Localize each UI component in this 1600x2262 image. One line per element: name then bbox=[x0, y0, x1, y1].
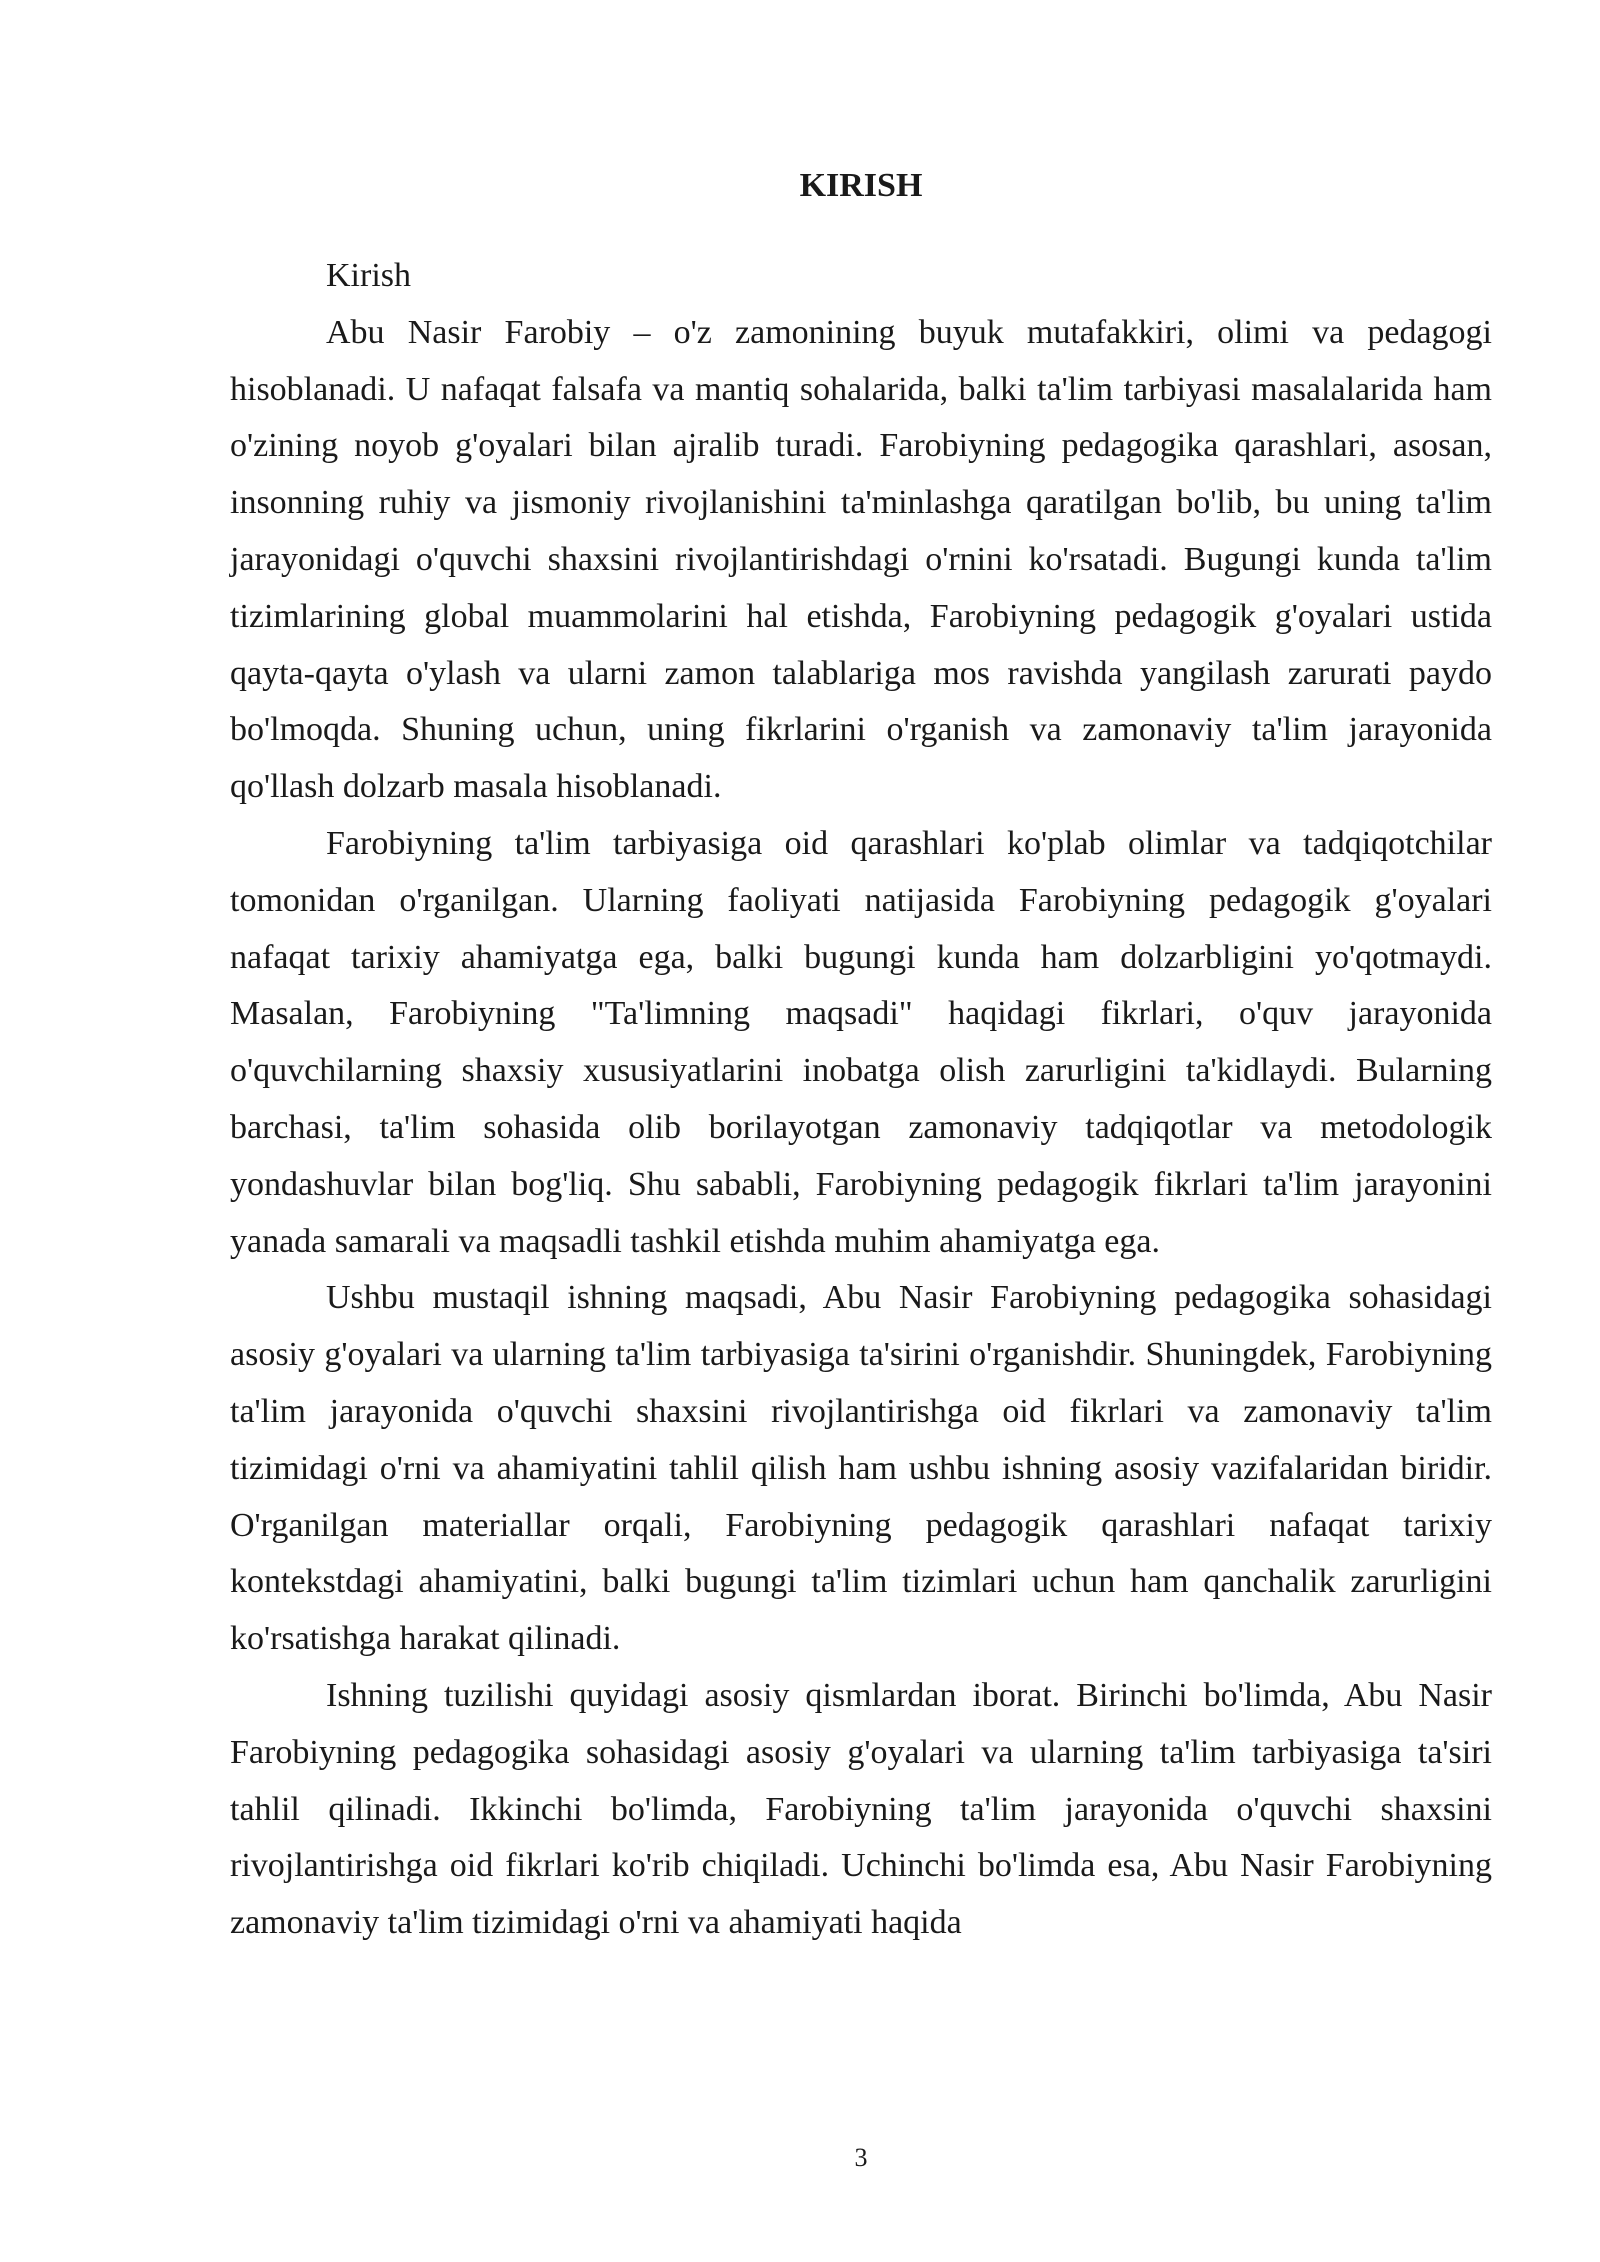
document-body bbox=[230, 248, 1492, 1952]
subheading-paragraph: Kirish bbox=[326, 257, 411, 294]
body-paragraph: Ushbu mustaqil ishning maqsadi, Abu Nasir Farobiyning pedagogika sohasidagi asosiy g'oyalari va ularning ta'lim tarbiyasiga ta'sirini o'rganishdir. Shuningdek, Farobiyning ta'lim jarayonida o'quvchi shaxsini rivojlantirishga oid fikrlari va zamonaviy ta'lim tizimidagi o'rni va ahamiyatini tahlil qilish ham ushbu ishning asosiy vazifalaridan biridir. O'rganilgan materiallar orqali, Farobiyning pedagogik qarashlari nafaqat tarixiy kontekstdagi ahamiyatini, balki bugungi ta'lim tizimlari uchun ham qanchalik zarurligini ko'rsatishga harakat qilinadi. bbox=[230, 1279, 1492, 1658]
page-number: 3 bbox=[854, 2143, 868, 2172]
body-paragraph: Ishning tuzilishi quyidagi asosiy qismlardan iborat. Birinchi bo'limda, Abu Nasir Farobiyning pedagogika sohasidagi asosiy g'oyalari va ularning ta'lim tarbiyasiga ta'siri tahlil qilinadi. Ikkinchi bo'limda, Farobiyning ta'lim jarayonida o'quvchi shaxsini rivojlantirishga oid fikrlari ko'rib chiqiladi. Uchinchi bo'limda esa, Abu Nasir Farobiyning zamonaviy ta'lim tizimidagi o'rni va ahamiyati haqida bbox=[230, 1676, 1492, 1942]
section-title: KIRISH bbox=[799, 167, 923, 204]
body-paragraph: Abu Nasir Farobiy – o'z zamonining buyuk mutafakkiri, olimi va pedagogi hisoblanadi. U nafaqat falsafa va mantiq sohalarida, balki ta'lim tarbiyasi masalalarida ham o'zining noyob g'oyalari bilan ajralib turadi. Farobiyning pedagogika qarashlari, asosan, insonning ruhiy va jismoniy rivojlanishini ta'minlashga qaratilgan bo'lib, bu uning ta'lim jarayonidagi o'quvchi shaxsini rivojlantirishdagi o'rnini ko'rsatadi. Bugungi kunda ta'lim tizimlarining global muammolarini hal etishda, Farobiyning pedagogik g'oyalari ustida qayta-qayta o'ylash va ularni zamon talablariga mos ravishda yangilash zarurati paydo bo'lmoqda. Shuning uchun, uning fikrlarini o'rganish va zamonaviy ta'lim jarayonida qo'llash dolzarb masala hisoblanadi. bbox=[230, 313, 1492, 806]
document-page bbox=[230, 0, 1492, 2262]
body-paragraph: Farobiyning ta'lim tarbiyasiga oid qarashlari ko'plab olimlar va tadqiqotchilar tomonidan o'rganilgan. Ularning faoliyati natijasida Farobiyning pedagogik g'oyalari nafaqat tarixiy ahamiyatga ega, balki bugungi kunda ham dolzarbligini yo'qotmaydi. Masalan, Farobiyning "Ta'limning maqsadi" haqidagi fikrlari, o'quv jarayonida o'quvchilarning shaxsiy xususiyatlarini inobatga olish zarurligini ta'kidlaydi. Bularning barchasi, ta'lim sohasida olib borilayotgan zamonaviy tadqiqotlar va metodologik yondashuvlar bilan bog'liq. Shu sababli, Farobiyning pedagogik fikrlari ta'lim jarayonini yanada samarali va maqsadli tashkil etishda muhim ahamiyatga ega. bbox=[230, 824, 1492, 1260]
